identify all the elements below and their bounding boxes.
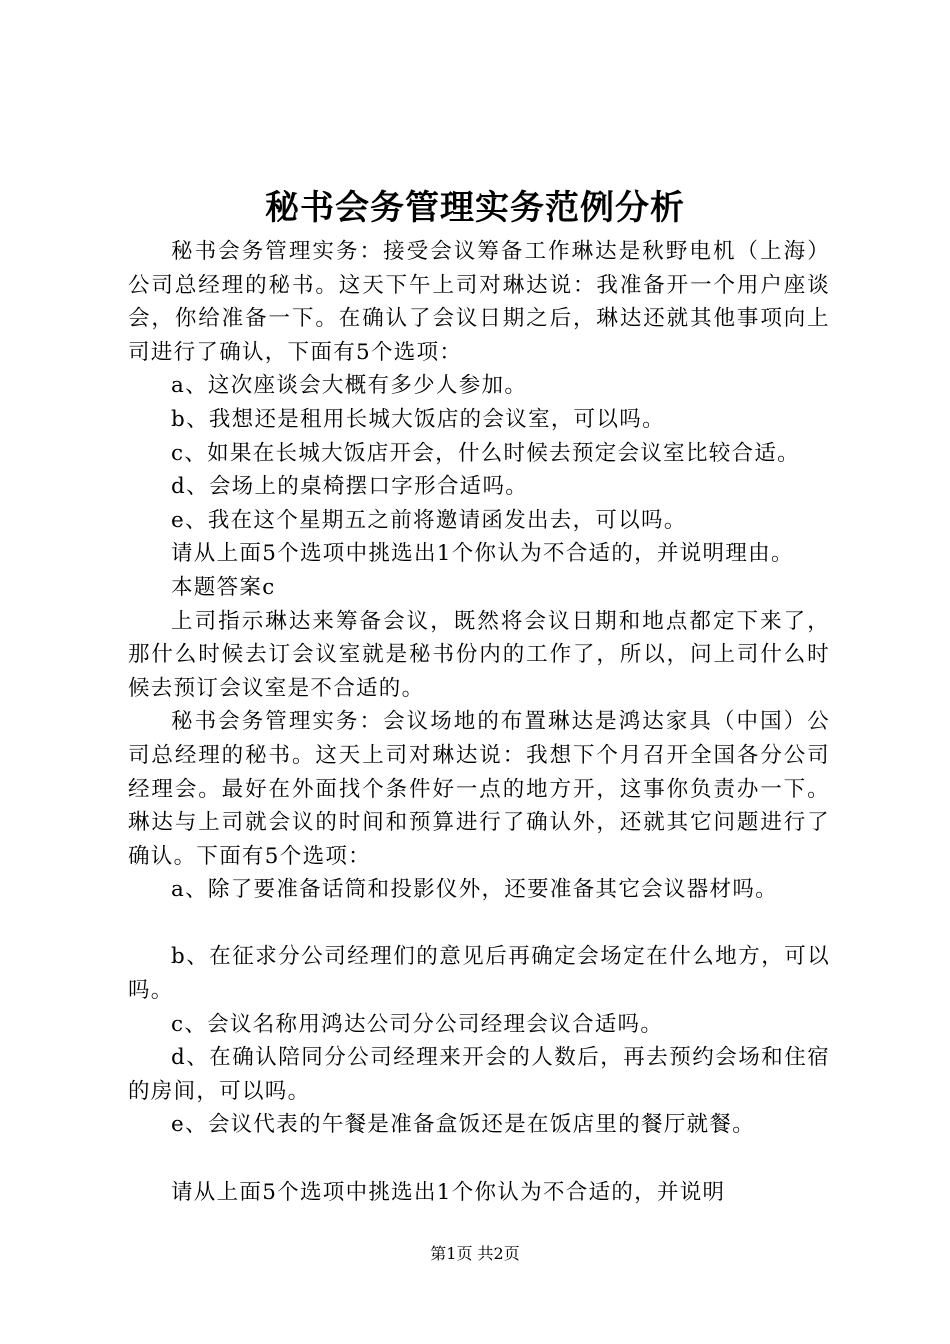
answer-line-1: 本题答案c: [171, 574, 276, 600]
option-a-1: a、这次座谈会大概有多少人参加。: [171, 373, 528, 399]
option-c-2: c、会议名称用鸿达公司分公司经理会议合适吗。: [171, 1011, 664, 1037]
document-body: [128, 235, 830, 1209]
option-c-1: c、如果在长城大饭店开会，什么时候去预定会议室比较合适。: [171, 440, 800, 466]
option-a-2: a、除了要准备话筒和投影仪外，还要准备其它会议器材吗。: [171, 877, 778, 903]
document-title: 秘书会务管理实务范例分析: [265, 188, 685, 228]
page-footer: 第1页 共2页: [430, 1244, 520, 1263]
option-d-2: d、在确认陪同分公司经理来开会的人数后，再去预约会场和住宿的房间，可以吗。: [128, 1045, 830, 1104]
option-d-1: d、会场上的桌椅摆口字形合适吗。: [171, 474, 529, 500]
paragraph-intro-2: 秘书会务管理实务：会议场地的布置琳达是鸿达家具（中国）公司总经理的秘书。这天上司对琳达说：我想下个月召开全国各分公司经理会。最好在外面找个条件好一点的地方开，这事你负责办一下。琳达与上司就会议的时间和预算进行了确认外，还就其它问题进行了确认。下面有5个选项：: [128, 709, 830, 869]
option-e-2: e、会议代表的午餐是准备盒饭还是在饭店里的餐厅就餐。: [171, 1112, 756, 1138]
option-e-1: e、我在这个星期五之前将邀请函发出去，可以吗。: [171, 507, 687, 533]
question-prompt-2: 请从上面5个选项中挑选出1个你认为不合适的，并说明: [171, 1179, 726, 1205]
question-prompt-1: 请从上面5个选项中挑选出1个你认为不合适的，并说明理由。: [171, 541, 794, 567]
paragraph-intro-1: 秘书会务管理实务：接受会议筹备工作琳达是秋野电机（上海）公司总经理的秘书。这天下午上司对琳达说：我准备开一个用户座谈会，你给准备一下。在确认了会议日期之后，琳达还就其他事项向上司进行了确认，下面有5个选项：: [128, 239, 830, 365]
explanation-1: 上司指示琳达来筹备会议，既然将会议日期和地点都定下来了，那什么时候去订会议室就是秘书份内的工作了，所以，问上司什么时候去预订会议室是不合适的。: [128, 608, 830, 701]
option-b-2: b、在征求分公司经理们的意见后再确定会场定在什么地方，可以吗。: [128, 944, 830, 1004]
option-b-1: b、我想还是租用长城大饭店的会议室，可以吗。: [171, 406, 665, 432]
